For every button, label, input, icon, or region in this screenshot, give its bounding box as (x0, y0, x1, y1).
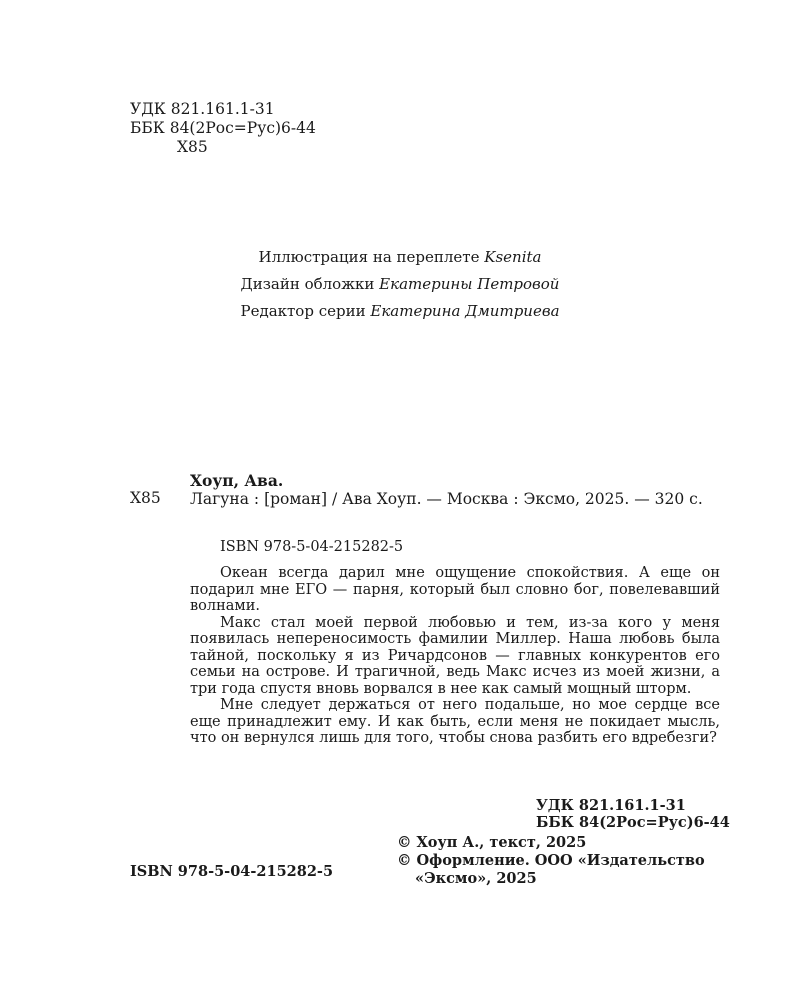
catalog-author-mark: Х85 (130, 489, 161, 507)
isbn-footer: ISBN 978-5-04-215282-5 (130, 863, 334, 880)
credit-name: Ksenita (484, 248, 542, 266)
copyright-text: © Хоуп А., текст, 2025 (397, 834, 587, 851)
credit-role: Иллюстрация на переплете (258, 248, 480, 266)
credit-illustration (0, 244, 800, 271)
credit-role: Дизайн обложки (240, 275, 375, 293)
classification-codes (130, 100, 316, 157)
bbk-code: ББК 84(2Рос=Рус)6-44 (536, 814, 730, 831)
copyright-design-cont: «Эксмо», 2025 (415, 870, 537, 887)
udk-code: УДК 821.161.1-31 (536, 797, 686, 814)
credit-cover-design (0, 271, 800, 298)
author-heading: Хоуп, Ава. (190, 471, 284, 490)
credit-name: Екатерины Петровой (379, 275, 560, 293)
annotation-paragraph: Макс стал моей первой любовью и тем, из-за кого у меня появилась непереносимость фамилии Миллер. Наша любовь была тайной, поскольку я из Ричардсонов — главных конкурентов его семьи на острове. И трагичной, ведь Макс исчез из моей жизни, а три года спустя вновь ворвался в нее как самый мощный шторм. (190, 614, 720, 697)
annotation (190, 565, 720, 747)
author-mark: Х85 (177, 138, 208, 156)
annotation-paragraph: Океан всегда дарил мне ощущение спокойствия. А еще он подарил мне ЕГО — парня, который был словно бог, повелевавший волнами. (190, 565, 720, 614)
bibliographic-description: Лагуна : [роман] / Ава Хоуп. — Москва : Эксмо, 2025. — 320 с. (190, 490, 703, 508)
udk-code: УДК 821.161.1-31 (130, 100, 275, 118)
credit-series-editor (0, 298, 800, 325)
catalog-codes (536, 797, 730, 831)
credit-role: Редактор серии (240, 302, 366, 320)
credit-name: Екатерина Дмитриева (370, 302, 560, 320)
bbk-code: ББК 84(2Рос=Рус)6-44 (130, 119, 316, 137)
copyright-block (397, 834, 705, 888)
credits-block (0, 244, 800, 325)
annotation-paragraph: Мне следует держаться от него подальше, но мое сердце все еще принадлежит ему. И как быть, если меня не покидает мысль, что он вернулся лишь для того, чтобы снова разбить его вдребезги? (190, 697, 720, 746)
isbn-record: ISBN 978-5-04-215282-5 (220, 539, 404, 555)
copyright-design: © Оформление. ООО «Издательство (397, 852, 705, 869)
